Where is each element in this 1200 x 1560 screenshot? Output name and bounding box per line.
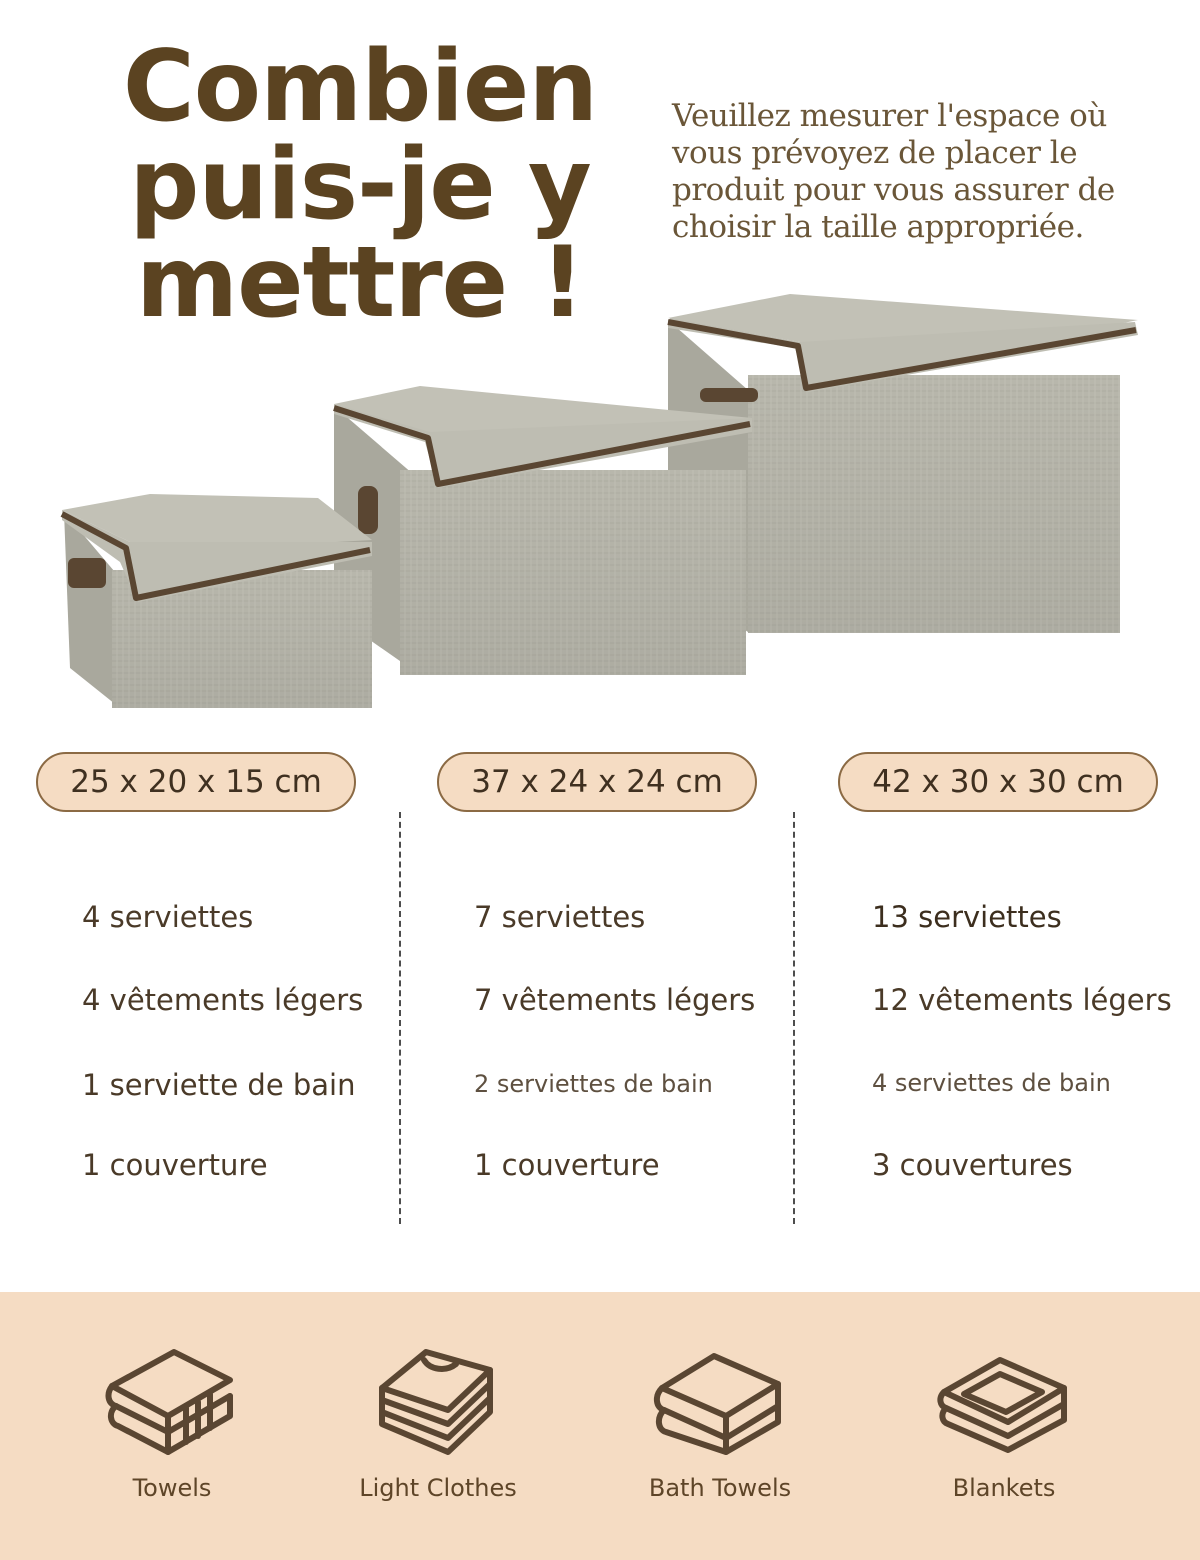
- small-box: [62, 494, 372, 708]
- capacity-item: 3 couvertures: [872, 1148, 1073, 1182]
- category-label: Blankets: [952, 1474, 1056, 1502]
- towels-icon: [102, 1346, 242, 1456]
- light-clothes-icon: [368, 1346, 508, 1456]
- category-light-clothes: [318, 1346, 558, 1502]
- medium-box: [334, 386, 752, 675]
- capacity-item: 1 serviette de bain: [82, 1068, 356, 1102]
- capacity-item: 13 serviettes: [872, 900, 1062, 934]
- title-line-3: mettre !: [136, 226, 584, 340]
- capacity-item: 12 vêtements légers: [872, 983, 1172, 1017]
- capacity-item: 7 serviettes: [474, 900, 646, 934]
- capacity-item: 7 vêtements légers: [474, 983, 756, 1017]
- capacity-item: 4 serviettes de bain: [872, 1069, 1111, 1097]
- category-blankets: [884, 1346, 1124, 1502]
- blankets-icon: [934, 1346, 1074, 1456]
- category-towels: [52, 1346, 292, 1502]
- size-pill-large: 42 x 30 x 30 cm: [838, 752, 1158, 812]
- column-divider: [793, 812, 795, 1224]
- capacity-item: 2 serviettes de bain: [474, 1070, 713, 1098]
- category-bath-towels: [600, 1346, 840, 1502]
- category-label: Towels: [132, 1474, 212, 1502]
- title-line-1: Combien: [122, 30, 598, 144]
- capacity-item: 4 serviettes: [82, 900, 254, 934]
- column-divider: [399, 812, 401, 1224]
- title-line-2: puis-je y: [129, 128, 591, 242]
- intro-text: Veuillez mesurer l'espace où vous prévoyez de placer le produit pour vous assurer de choisir la taille appropriée.: [672, 98, 1115, 245]
- size-pill-medium: 37 x 24 x 24 cm: [437, 752, 757, 812]
- size-pill-small: 25 x 20 x 15 cm: [36, 752, 356, 812]
- storage-boxes-illustration: [0, 280, 1200, 720]
- category-label: Light Clothes: [359, 1474, 517, 1502]
- bath-towels-icon: [650, 1346, 790, 1456]
- category-label: Bath Towels: [648, 1474, 792, 1502]
- capacity-item: 4 vêtements légers: [82, 983, 364, 1017]
- capacity-item: 1 couverture: [82, 1148, 268, 1182]
- capacity-item: 1 couverture: [474, 1148, 660, 1182]
